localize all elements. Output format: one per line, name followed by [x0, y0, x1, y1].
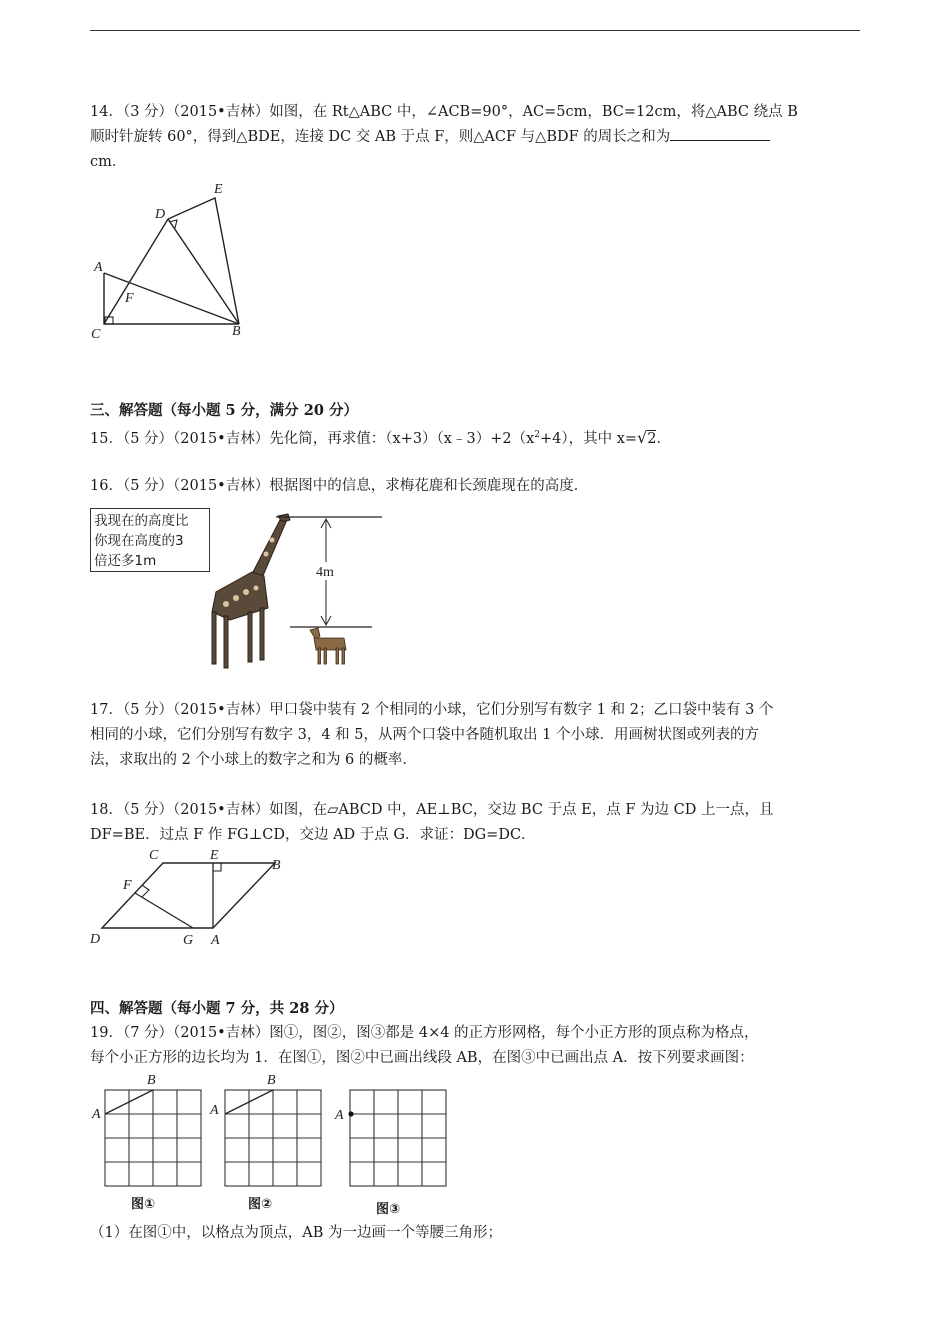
- grid-figure-2: [205, 1070, 325, 1188]
- q18-label-c: C: [149, 848, 159, 863]
- q14-line1: 14．（3 分）（2015•吉林）如图，在 Rt△ABC 中，∠ACB=90°，AC=5cm，BC=12cm，将△ABC 绕点 B: [90, 104, 798, 120]
- q15-middle: +4），其中 x=: [539, 430, 638, 447]
- section3-title: 三、解答题（每小题 5 分，满分 20 分）: [90, 402, 358, 419]
- q14-label-a: A: [94, 260, 103, 275]
- q15-suffix: ．: [656, 430, 671, 447]
- q14-label-f: F: [125, 291, 134, 306]
- q14-figure: [85, 178, 255, 348]
- q14-label-c: C: [91, 327, 101, 342]
- q19-line2: 每个小正方形的边长均为 1．在图①，图②中已画出线段 AB，在图③中已画出点 A．按下列要求画图：: [90, 1050, 754, 1066]
- q16-figure: [190, 508, 390, 673]
- q14-line2: [90, 125, 770, 150]
- q17-line2: 相同的小球，它们分别写有数字 3，4 和 5，从两个口袋中各随机取出 1 个小球．用画树状图或列表的方: [90, 727, 759, 743]
- grid1-label-b: B: [147, 1073, 156, 1088]
- speech-line-2: 你现在高度的3: [94, 533, 184, 549]
- q17-line1: 17．（5 分）（2015•吉林）甲口袋中装有 2 个相同的小球，它们分别写有数字 1 和 2；乙口袋中装有 3 个: [90, 702, 774, 718]
- grid1-label-a: A: [92, 1107, 101, 1122]
- section4-title: 四、解答题（每小题 7 分，共 28 分）: [90, 1000, 344, 1017]
- q18-figure: [85, 845, 295, 950]
- deer-image: [310, 628, 346, 664]
- q14-label-b: B: [232, 324, 241, 339]
- speech-line-3: 倍还多1m: [94, 553, 157, 569]
- grid-figure-1: [85, 1070, 205, 1188]
- grid-figure-3: [330, 1070, 450, 1188]
- grid2-label-b: B: [267, 1073, 276, 1088]
- q18-label-f: F: [123, 878, 132, 893]
- grid3-label-a: A: [335, 1108, 344, 1123]
- grid-caption-2: 图②: [248, 1197, 273, 1212]
- sqrt-icon: √: [637, 427, 648, 447]
- q18-label-a: A: [211, 933, 220, 948]
- grid3-point-a: [348, 1111, 353, 1116]
- q14-answer-blank: [670, 126, 770, 141]
- q15-prefix: 15．（5 分）（2015•吉林）先化简，再求值：（x+3）（x﹣3）+2（x: [90, 430, 535, 447]
- q16-text: 16．（5 分）（2015•吉林）根据图中的信息，求梅花鹿和长颈鹿现在的高度．: [90, 478, 589, 494]
- q15-text: [90, 423, 671, 452]
- grid2-label-a: A: [210, 1103, 219, 1118]
- grid-caption-3: 图③: [376, 1202, 401, 1217]
- q18-label-e: E: [210, 848, 219, 863]
- q14-line2-text: 顺时针旋转 60°，得到△BDE，连接 DC 交 AB 于点 F，则△ACF 与△BDF 的周长之和为: [90, 129, 671, 145]
- header-rule: [90, 30, 860, 31]
- q18-line1: 18．（5 分）（2015•吉林）如图，在▱ABCD 中，AE⊥BC，交边 BC 于点 E，点 F 为边 CD 上一点，且: [90, 802, 774, 818]
- speech-line-1: 我现在的高度比: [94, 513, 189, 529]
- q15-exponent: 2: [534, 430, 540, 440]
- q14-line3: cm．: [90, 154, 127, 170]
- q19-line1: 19．（7 分）（2015•吉林）图①，图②，图③都是 4×4 的正方形网格，每个小正方形的顶点称为格点，: [90, 1025, 759, 1041]
- q14-label-d: D: [155, 207, 166, 222]
- q18-label-g: G: [183, 933, 194, 948]
- q18-label-b: B: [272, 858, 281, 873]
- measure-label: 4m: [316, 565, 334, 580]
- grid-caption-1: 图①: [131, 1197, 156, 1212]
- q19-part1: （1）在图①中，以格点为顶点，AB 为一边画一个等腰三角形；: [90, 1225, 502, 1241]
- q14-label-e: E: [214, 182, 223, 197]
- q15-radicand: 2: [647, 430, 657, 447]
- q18-label-d: D: [90, 932, 101, 947]
- q18-line2: DF=BE．过点 F 作 FG⊥CD，交边 AD 于点 G．求证：DG=DC．: [90, 827, 536, 843]
- q17-line3: 法，求取出的 2 个小球上的数字之和为 6 的概率．: [90, 752, 417, 768]
- giraffe-image: [212, 514, 290, 668]
